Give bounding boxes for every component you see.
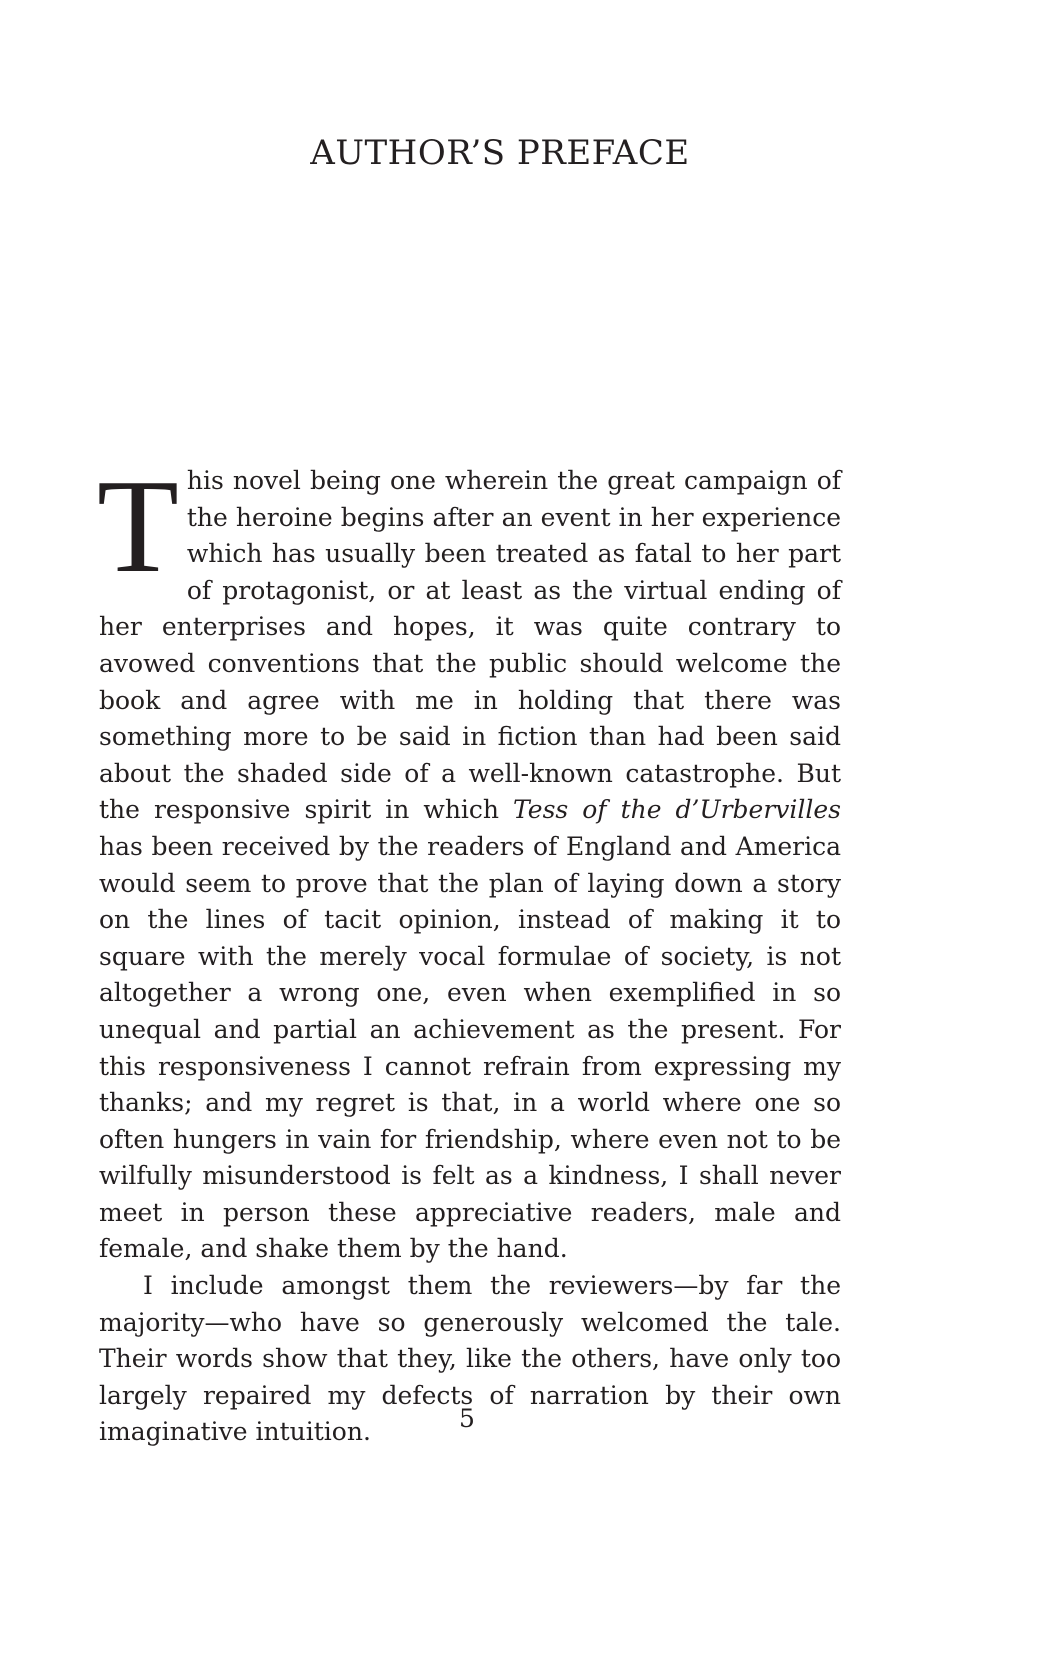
paragraph-1-text-start: his novel being one wherein the great campaign of the heroine begins after an event in her experience which has usually been treated as fatal to her part of protagonist, or at least as the virtual ending of her enterprises and hopes, it was quite contrary to avowed conventions that the public should welcome the book and agree with me in holding that there was something more to be said in fiction than had been said about the shaded side of a well-known catastrophe. But the responsive spirit in which [99, 466, 841, 825]
paragraph-2: I include amongst them the reviewers—by far the majority—who have so generously welcomed the tale. Their words show that they, like the others, have only too largely repaired my defects of narration by their own imaginative intuition. [99, 1271, 841, 1447]
book-title-italic: Tess of the d’Urbervilles [513, 795, 841, 825]
page-title: AUTHOR’S PREFACE [310, 133, 690, 173]
paragraph-1-text-end: has been received by the readers of England and America would seem to prove that the plan of laying down a story on the lines of tacit opinion, instead of making it to square with the merely vocal formulae of society, is not altogether a wrong one, even when exemplified in so unequal and partial an achievement as the present. For this responsiveness I cannot refrain from expressing my thanks; and my regret is that, in a world where one so often hungers in vain for friendship, where even not to be wilfully misunderstood is felt as a kindness, I shall never meet in person these appreciative readers, male and female, and shake them by the hand. [99, 831, 841, 1264]
paragraph-1 [97, 452, 841, 1268]
drop-cap: T [97, 452, 179, 600]
page-number: 5 [459, 1404, 475, 1433]
preface-body [97, 452, 841, 1451]
